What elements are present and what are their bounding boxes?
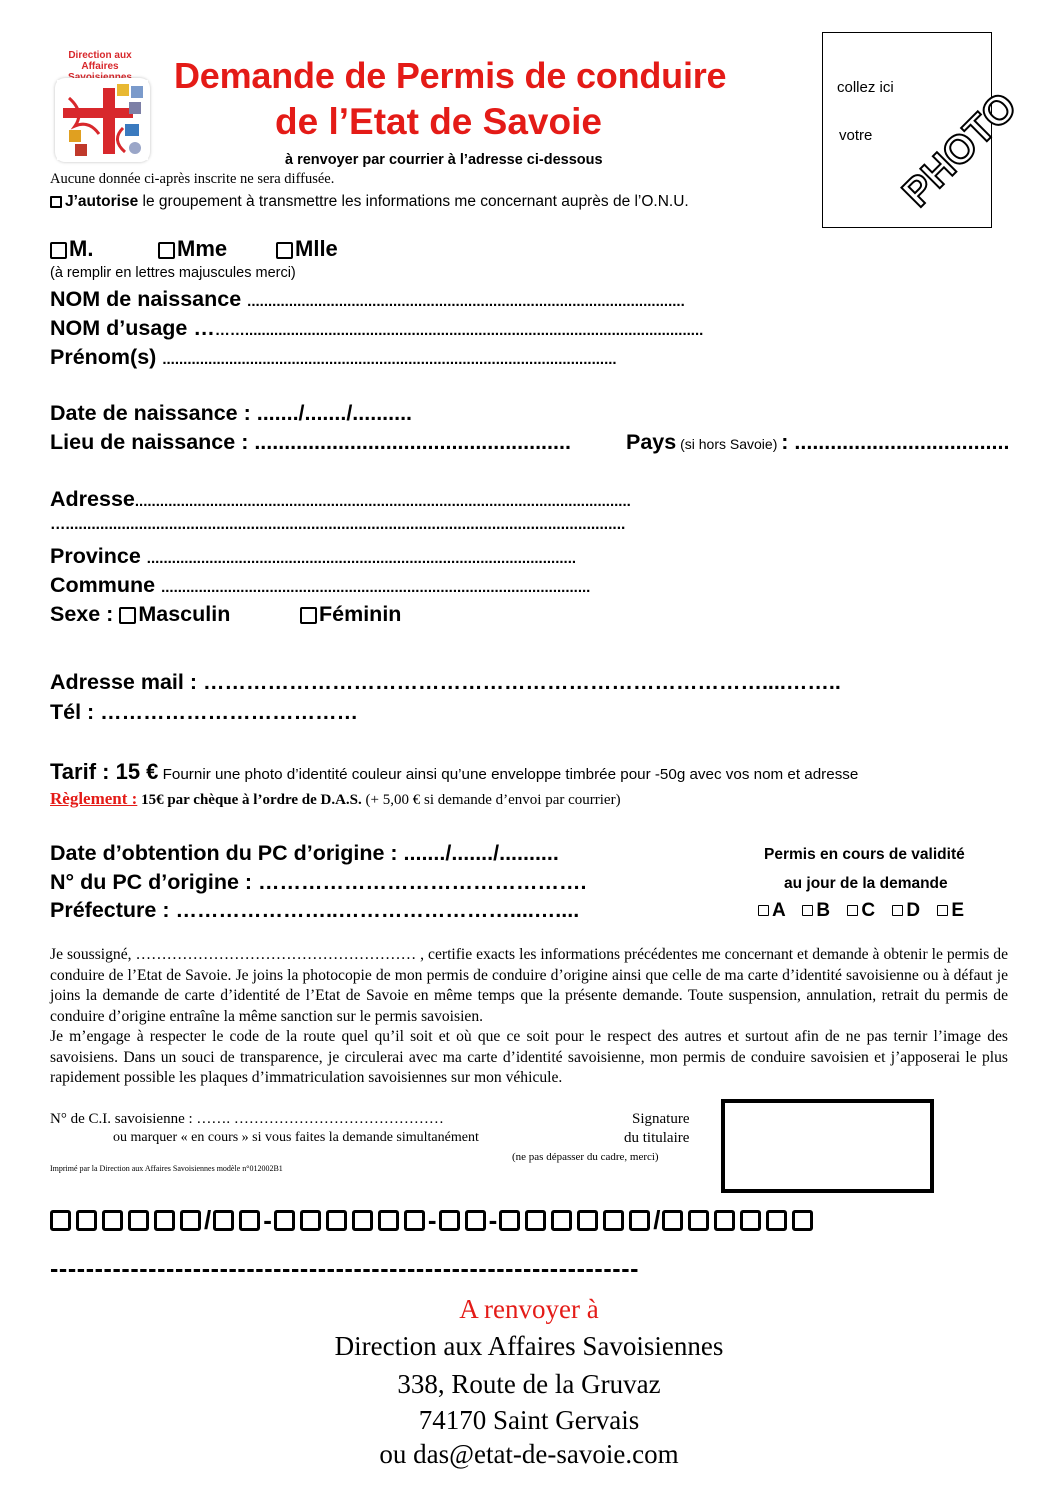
birth-place-label: Lieu de naissance : ..................................................... — [50, 430, 571, 454]
civility-mlle — [276, 236, 338, 262]
code-digit-box[interactable] — [180, 1210, 201, 1231]
title-line1: Demande de Permis de conduire — [174, 55, 727, 96]
civility-mme-checkbox[interactable] — [158, 242, 175, 259]
reglement-rest: (+ 5,00 € si demande d’envoi par courrier) — [361, 792, 621, 808]
province-field[interactable] — [50, 544, 576, 569]
commune-label: Commune — [50, 573, 162, 597]
code-digit-box[interactable] — [326, 1210, 347, 1231]
ci-hint: ou marquer « en cours » si vous faites la demande simultanément — [113, 1130, 479, 1145]
country-field[interactable] — [626, 430, 1009, 455]
declaration-text2: Je m’engage à respecter le code de la route quel qu’il soit et où que ce soit pour le respect des autres et surtout afin de ne pas ternir l’image des savoisiens. Dans un souci de transparence, je circulerai avec ma carte d’identité savoisienne, mon permis de conduire savoisien et j’apposerai le plus rapidement possible les plaques d’immatriculation savoisiennes sur mon véhicule. — [50, 1028, 1008, 1086]
category-d-checkbox[interactable] — [892, 905, 903, 916]
province-dots: ....................................................................................................... — [146, 550, 577, 567]
tarif-label: Tarif : 15 € — [50, 759, 159, 784]
code-digit-box[interactable] — [577, 1210, 598, 1231]
country-label: Pays — [626, 430, 677, 454]
commune-dots: ....................................................................................................... — [161, 579, 591, 596]
first-names-dots: ............................................................................................................. — [162, 351, 617, 368]
category-c-checkbox[interactable] — [847, 905, 858, 916]
code-digit-box[interactable] — [688, 1210, 709, 1231]
code-digit-box[interactable] — [154, 1210, 175, 1231]
country-note: (si hors Savoie) — [676, 436, 782, 452]
category-a-label: A — [772, 900, 786, 921]
civility-row — [50, 236, 93, 262]
address-dots: ....................................................................................................................... — [134, 493, 631, 510]
first-names-field[interactable] — [50, 345, 617, 370]
photo-line1: collez ici — [837, 79, 894, 96]
civility-m-label: M. — [69, 236, 94, 261]
code-separator: / — [653, 1205, 661, 1235]
validity-line2: au jour de la demande — [784, 875, 948, 892]
code-digit-box[interactable] — [274, 1210, 295, 1231]
category-b-label: B — [816, 900, 831, 921]
signature-note: (ne pas dépasser du cadre, merci) — [512, 1151, 659, 1163]
code-digit-box[interactable] — [603, 1210, 624, 1231]
province-label: Province — [50, 544, 147, 568]
code-separator: / — [204, 1205, 212, 1235]
signature-box[interactable] — [721, 1099, 934, 1193]
footer-line2: 338, Route de la Gruvaz — [397, 1369, 661, 1399]
sex-female-label: Féminin — [319, 602, 402, 626]
footer-line1: Direction aux Affaires Savoisiennes — [334, 1331, 724, 1361]
code-separator: - — [427, 1205, 437, 1235]
photo-outline-text — [823, 33, 1026, 227]
footer-line3: 74170 Saint Gervais — [418, 1405, 640, 1435]
logo — [55, 78, 150, 162]
birth-place-field[interactable] — [50, 430, 571, 455]
sex-male-label: Masculin — [138, 602, 231, 626]
sex-male-checkbox[interactable] — [119, 607, 136, 624]
address-field[interactable] — [50, 487, 631, 512]
code-digit-box[interactable] — [551, 1210, 572, 1231]
category-a-checkbox[interactable] — [758, 905, 769, 916]
declaration-text: Je soussigné, ……………………………………………… , certifie exacts les informations précédentes me concernant et demande à obtenir le permis de conduire de l’Etat de Savoie. Je joins la photocopie de mon permis de conduire d’origine ainsi que celle de ma carte d’identité savoisienne ou à défaut je joins la demande de carte d’identité de l’Etat de Savoie en même temps que la présente demande. Toute suspension, annulation, retrait du permis de conduire d’origine entraîne la même sanction sur le permis savoisien. — [50, 946, 1008, 1025]
code-digit-box[interactable] — [213, 1210, 234, 1231]
usage-name-dots: …….............................................................................................................. — [214, 322, 704, 339]
signature-line2: du titulaire — [624, 1130, 690, 1146]
email-field[interactable]: Adresse mail : ……………………………………………………………………....…….. — [50, 670, 841, 694]
sex-row — [50, 602, 230, 627]
usage-name-field[interactable] — [50, 316, 703, 341]
code-digit-box[interactable] — [662, 1210, 683, 1231]
civility-note: (à remplir en lettres majuscules merci) — [50, 265, 296, 281]
validity-line1: Permis en cours de validité — [764, 846, 965, 863]
civility-mme — [158, 236, 227, 262]
return-label: A renvoyer à — [459, 1294, 599, 1324]
reglement-label: Règlement : — [50, 789, 138, 808]
code-digit-box[interactable] — [766, 1210, 787, 1231]
commune-field[interactable] — [50, 573, 590, 598]
civility-mme-label: Mme — [177, 236, 228, 261]
sex-female — [300, 602, 401, 627]
code-digit-box[interactable] — [439, 1210, 460, 1231]
civility-mlle-label: Mlle — [295, 236, 338, 261]
code-digit-box[interactable] — [525, 1210, 546, 1231]
reglement-row — [50, 789, 621, 809]
ci-number-field[interactable]: N° de C.I. savoisienne : ……. …………………………………… — [50, 1111, 444, 1127]
code-digit-box[interactable] — [352, 1210, 373, 1231]
authorize-label-bold: J’autorise — [65, 193, 139, 210]
category-d-label: D — [906, 900, 921, 921]
logo-caption-line2: Affaires — [81, 61, 119, 72]
sex-label: Sexe : — [50, 602, 120, 626]
civility-mlle-checkbox[interactable] — [276, 242, 293, 259]
code-digit-box[interactable] — [792, 1210, 813, 1231]
code-digit-box[interactable] — [629, 1210, 650, 1231]
phone-field[interactable]: Tél : ……………………………… — [50, 700, 359, 724]
code-digit-box[interactable] — [239, 1210, 260, 1231]
civility-m-checkbox[interactable] — [50, 242, 67, 259]
imprint: Imprimé par la Direction aux Affaires Savoisiennes modèle n°012002B1 — [50, 1164, 283, 1173]
code-digit-box[interactable] — [300, 1210, 321, 1231]
code-separator: - — [263, 1205, 272, 1235]
category-c-label: C — [861, 900, 876, 921]
code-digit-box[interactable] — [128, 1210, 149, 1231]
category-e-label: E — [951, 900, 965, 921]
logo-caption-line1: Direction aux — [68, 50, 132, 61]
country-dots: : .................................... — [781, 430, 1010, 454]
code-separator: - — [488, 1205, 498, 1235]
code-digit-box[interactable] — [740, 1210, 761, 1231]
birth-date-field[interactable]: Date de naissance : ......./......./.......... — [50, 401, 413, 425]
savoie-emblem-icon — [55, 78, 150, 162]
code-digit-box[interactable] — [714, 1210, 735, 1231]
first-names-label: Prénom(s) — [50, 345, 163, 369]
authorize-label-text: le groupement à transmettre les informations me concernant auprès de l’O.N.U. — [138, 193, 689, 210]
prefecture-field[interactable]: Préfecture : …………………..……………………....….... — [50, 898, 580, 922]
address-label: Adresse — [50, 487, 135, 511]
category-row — [758, 900, 964, 922]
signature-line1: Signature — [632, 1111, 690, 1127]
birth-name-dots: ......................................................................................................... — [247, 293, 685, 310]
authorize-checkbox[interactable] — [50, 196, 62, 208]
birth-name-field[interactable] — [50, 287, 685, 312]
subtitle: à renvoyer par courrier à l’adresse ci-dessous — [285, 152, 603, 168]
photo-box[interactable] — [822, 32, 1026, 228]
code-digit-box[interactable] — [404, 1210, 425, 1231]
tarif-text: Fournir une photo d’identité couleur ainsi qu’une enveloppe timbrée pour -50g avec vos nom et adresse — [158, 766, 859, 783]
photo-word: PHOTO — [894, 84, 1026, 216]
license-number-field[interactable]: N° du PC d’origine : ………………………………………. — [50, 870, 587, 894]
photo-line2: votre — [839, 127, 873, 144]
code-digit-box[interactable] — [499, 1210, 520, 1231]
sex-female-checkbox[interactable] — [300, 607, 317, 624]
birth-name-label: NOM de naissance — [50, 287, 248, 311]
category-e-checkbox[interactable] — [937, 905, 948, 916]
tarif-row — [50, 759, 858, 785]
license-code-boxes — [50, 1205, 818, 1235]
address-line2-field[interactable]: ….................................................................................................................................. — [50, 516, 626, 533]
code-digit-box[interactable] — [465, 1210, 486, 1231]
title-line2: de l’Etat de Savoie — [275, 101, 602, 142]
usage-name-label: NOM d’usage … — [50, 316, 215, 340]
dashes-separator: ------------------------------------------------------------------ — [50, 1255, 640, 1283]
footer-email[interactable]: ou das@etat-de-savoie.com — [379, 1439, 679, 1469]
privacy-note: Aucune donnée ci-après inscrite ne sera diffusée. — [50, 171, 335, 187]
code-digit-box[interactable] — [50, 1210, 71, 1231]
code-digit-box[interactable] — [76, 1210, 97, 1231]
category-b-checkbox[interactable] — [802, 905, 813, 916]
authorize-row — [50, 193, 689, 211]
code-digit-box[interactable] — [378, 1210, 399, 1231]
license-date-field[interactable]: Date d’obtention du PC d’origine : ......./......./.......... — [50, 841, 559, 865]
code-digit-box[interactable] — [102, 1210, 123, 1231]
reglement-bold: 15€ par chèque à l’ordre de D.A.S. — [137, 792, 362, 808]
